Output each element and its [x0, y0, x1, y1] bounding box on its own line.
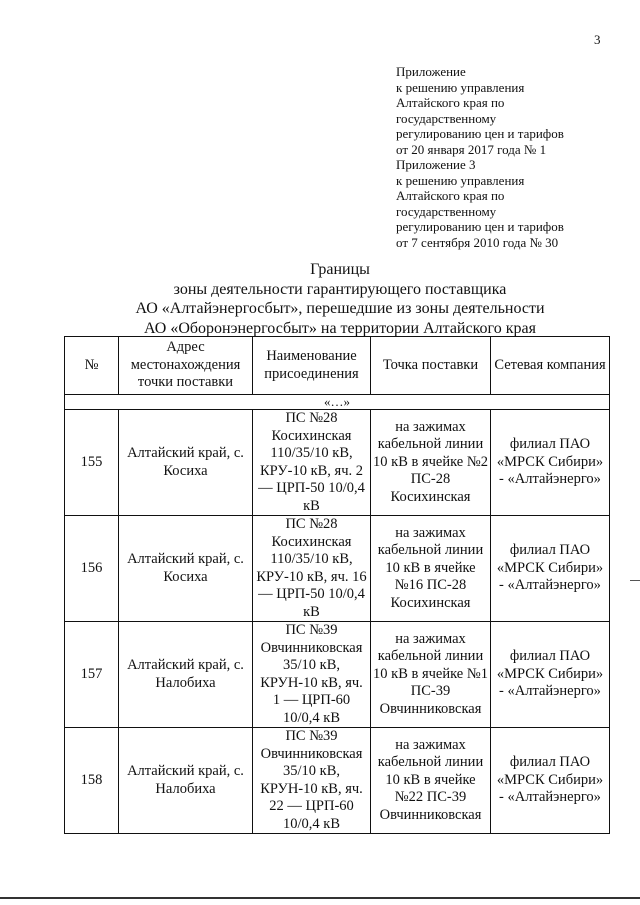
appendix-block-2	[396, 157, 564, 251]
header-point: Точка поставки	[371, 337, 491, 395]
header-connection: Наименование присоединения	[253, 337, 371, 395]
cell-num: 156	[65, 516, 119, 622]
cell-connection: ПС №39 Овчинниковская 35/10 кВ, КРУН-10 кВ, яч. 22 — ЦРП-60 10/0,4 кВ	[253, 728, 371, 834]
cell-num: 158	[65, 728, 119, 834]
title-line: АО «Оборонэнергосбыт» на территории Алтайского края	[144, 319, 536, 337]
appendix-line: Алтайского края по	[396, 188, 505, 204]
title-line: Границы	[310, 261, 370, 278]
title-line: АО «Алтайэнергосбыт», перешедшие из зоны деятельности	[135, 300, 545, 317]
cell-point: на зажимах кабельной линии 10 кВ в ячейке №22 ПС-39 Овчинниковская	[371, 728, 491, 834]
cell-company: филиал ПАО «МРСК Сибири» - «Алтайэнерго»	[491, 622, 610, 728]
scan-bottom-line	[0, 897, 640, 899]
appendix-line: от 20 января 2017 года № 1	[396, 141, 547, 157]
cell-connection: ПС №28 Косихинская 110/35/10 кВ, КРУ-10 кВ, яч. 2 — ЦРП-50 10/0,4 кВ	[253, 410, 371, 516]
cell-num: 155	[65, 410, 119, 516]
appendix-line: к решению управления	[396, 79, 525, 95]
page-number: 3	[594, 32, 601, 47]
title-line: зоны деятельности гарантирующего поставщика	[173, 280, 507, 298]
table-header-row	[65, 337, 610, 395]
cell-address: Алтайский край, с. Косиха	[119, 410, 253, 516]
appendix-block-1	[396, 64, 564, 158]
table-ellipsis-row	[65, 395, 610, 410]
appendix-line: Приложение 3	[396, 157, 476, 172]
appendix-line: регулированию цен и тарифов	[396, 219, 564, 235]
cell-point: на зажимах кабельной линии 10 кВ в ячейке №2 ПС-28 Косихинская	[371, 410, 491, 516]
appendix-line: Алтайского края по	[396, 95, 505, 111]
cell-address: Алтайский край, с. Налобиха	[119, 728, 253, 834]
table-row	[65, 410, 610, 516]
cell-company: филиал ПАО «МРСК Сибири» - «Алтайэнерго»	[491, 410, 610, 516]
delivery-points-table	[64, 336, 610, 834]
header-company: Сетевая компания	[491, 337, 610, 395]
scan-edge-mark	[630, 580, 640, 581]
cell-point: на зажимах кабельной линии 10 кВ в ячейке №16 ПС-28 Косихинская	[371, 516, 491, 622]
appendix-line: к решению управления	[396, 172, 525, 188]
cell-address: Алтайский край, с. Косиха	[119, 516, 253, 622]
cell-connection: ПС №28 Косихинская 110/35/10 кВ, КРУ-10 кВ, яч. 16 — ЦРП-50 10/0,4 кВ	[253, 516, 371, 622]
table-row	[65, 622, 610, 728]
cell-num: 157	[65, 622, 119, 728]
table-row	[65, 516, 610, 622]
appendix-line: государственному	[396, 203, 497, 219]
cell-point: на зажимах кабельной линии 10 кВ в ячейке №1 ПС-39 Овчинниковская	[371, 622, 491, 728]
ellipsis-cell: «…»	[65, 395, 610, 410]
appendix-line: регулированию цен и тарифов	[396, 126, 564, 142]
appendix-line: Приложение	[396, 64, 466, 79]
header-address: Адрес местонахождения точки поставки	[119, 337, 253, 395]
table-row	[65, 728, 610, 834]
document-title	[60, 260, 620, 338]
cell-company: филиал ПАО «МРСК Сибири» - «Алтайэнерго»	[491, 728, 610, 834]
appendix-line: от 7 сентября 2010 года № 30	[396, 234, 559, 250]
cell-connection: ПС №39 Овчинниковская 35/10 кВ, КРУН-10 кВ, яч. 1 — ЦРП-60 10/0,4 кВ	[253, 622, 371, 728]
header-num: №	[65, 337, 119, 395]
cell-company: филиал ПАО «МРСК Сибири» - «Алтайэнерго»	[491, 516, 610, 622]
appendix-line: государственному	[396, 110, 497, 126]
cell-address: Алтайский край, с. Налобиха	[119, 622, 253, 728]
